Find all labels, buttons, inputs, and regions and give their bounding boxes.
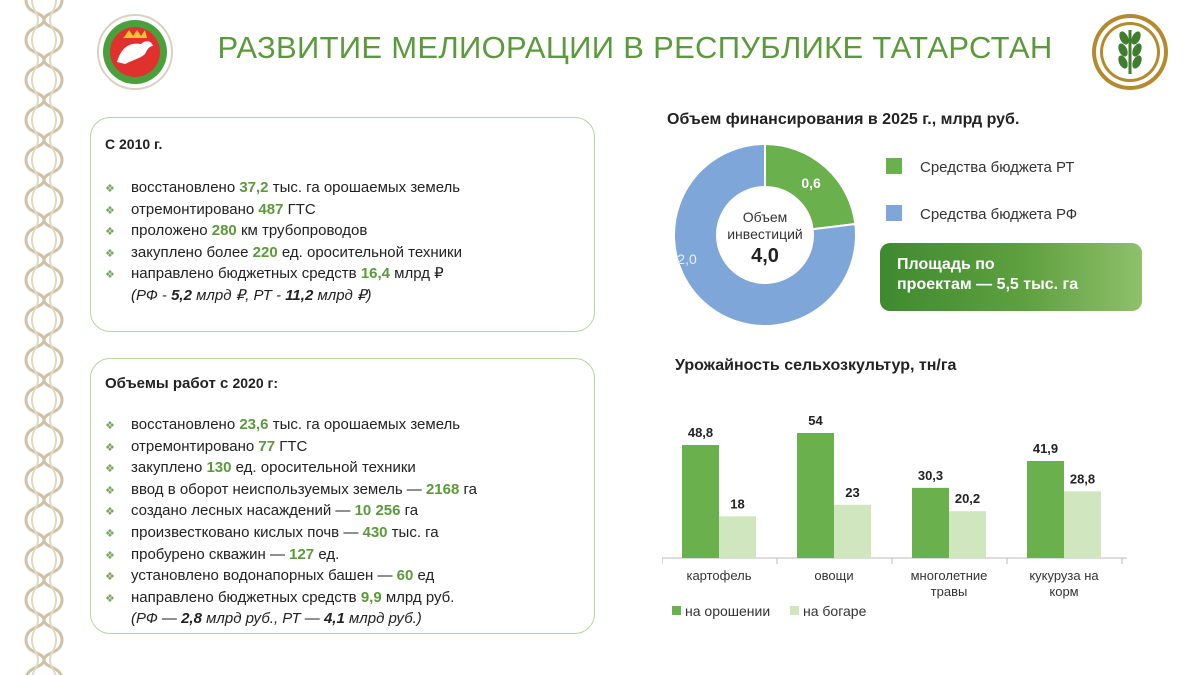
category-label: многолетние <box>910 568 988 583</box>
bar-value-label: 41,9 <box>1032 441 1059 457</box>
bullet-icon: ❖ <box>105 420 115 432</box>
donut-center-label: инвестиций <box>727 226 803 242</box>
item-text: создано лесных насаждений — <box>131 502 355 520</box>
note-text: (РФ - <box>131 286 172 304</box>
bullet-icon: ❖ <box>105 269 115 282</box>
bar <box>719 516 756 558</box>
card-heading <box>105 375 278 392</box>
item-value: 130 <box>206 459 232 477</box>
item-text: ед <box>413 567 435 585</box>
bar <box>797 433 834 558</box>
item-text: ввод в оборот неиспользуемых земель — <box>131 480 426 498</box>
bar-value-label: 30,3 <box>917 467 944 483</box>
area-line-1: Площадь по <box>897 256 995 273</box>
item-text: тыс. га орошаемых земель <box>268 416 461 433</box>
yield-chart-title: Урожайность сельхозкультур, тн/га <box>675 357 957 374</box>
item-value: 487 <box>258 200 284 218</box>
list-item <box>105 566 477 588</box>
item-text: произвестковано кислых почв — <box>131 523 363 541</box>
legend-swatch <box>790 606 799 615</box>
financing-donut-chart <box>670 140 860 330</box>
category-label: корм <box>1049 584 1079 599</box>
area-line-2: проектам — 5,5 тыс. га <box>897 276 1079 293</box>
card-heading: С 2010 г. <box>105 136 163 152</box>
legend-rt <box>886 158 1074 176</box>
legend-swatch <box>886 158 902 174</box>
legend-label: Средства бюджета РФ <box>920 206 1078 223</box>
note-text: млрд руб., РТ — <box>201 610 324 628</box>
item-text: закуплено <box>131 459 207 477</box>
item-text: проложено <box>131 222 212 240</box>
item-value: 77 <box>258 437 276 455</box>
yield-bar-chart <box>662 400 1142 620</box>
ornament-border <box>18 0 70 675</box>
bar-value-label: 23 <box>845 484 860 500</box>
category-label: травы <box>930 584 968 599</box>
list-item <box>105 178 462 200</box>
financing-title: Объем финансирования в 2025 г., млрд руб. <box>667 111 1020 128</box>
item-value: 37,2 <box>239 179 269 196</box>
bar-value-label: 18 <box>730 496 745 512</box>
legend-label: Средства бюджета РТ <box>920 159 1075 176</box>
note-value: 11,2 <box>285 286 314 304</box>
list-item <box>105 437 477 459</box>
item-text: км трубопроводов <box>236 222 368 240</box>
item-text: ед. оросительной техники <box>231 459 416 477</box>
item-text: тыс. га орошаемых земель <box>268 179 461 196</box>
list-item <box>105 501 477 523</box>
bullet-icon: ❖ <box>105 441 115 454</box>
since-2020-card <box>90 358 595 634</box>
heading-text: Объемы работ с <box>105 375 233 392</box>
since-2010-card <box>90 117 595 332</box>
budget-note <box>105 609 477 630</box>
list-item <box>105 415 477 437</box>
budget-note <box>105 286 462 307</box>
list-item <box>105 458 477 480</box>
item-text: направлено бюджетных средств <box>131 265 361 283</box>
bullet-icon: ❖ <box>105 484 115 497</box>
bar <box>1027 461 1064 558</box>
donut-center-value: 4,0 <box>751 245 779 267</box>
bullet-icon: ❖ <box>105 527 115 540</box>
item-value: 2168 <box>425 480 460 498</box>
bar-value-label: 20,2 <box>954 491 981 507</box>
bar <box>834 505 871 558</box>
ministry-wheat-logo <box>1090 12 1170 92</box>
list-item <box>105 480 477 502</box>
item-value: 10 256 <box>354 502 401 520</box>
note-text: млрд руб.) <box>344 610 422 628</box>
legend-swatch <box>672 606 681 615</box>
bullet-icon: ❖ <box>105 463 115 476</box>
page-title: РАЗВИТИЕ МЕЛИОРАЦИИ В РЕСПУБЛИКЕ ТАТАРСТАН <box>217 30 1053 65</box>
item-text: ед. оросительной техники <box>277 243 462 261</box>
item-value: 9,9 <box>360 588 382 606</box>
bullet-icon: ❖ <box>105 226 115 239</box>
item-text: восстановлено <box>131 179 240 196</box>
legend-rf <box>886 205 1077 223</box>
donut-slice-label: 2,0 <box>677 250 697 267</box>
bullet-icon: ❖ <box>105 549 115 562</box>
note-value: 4,1 <box>323 610 345 628</box>
bullet-icon: ❖ <box>105 592 115 605</box>
item-value: 16,4 <box>360 265 391 283</box>
note-text: (РФ — <box>131 610 182 628</box>
list-item <box>105 243 462 265</box>
donut-slice-label: 0,6 <box>801 174 821 191</box>
item-text: закуплено более <box>131 243 253 261</box>
bar <box>912 488 949 558</box>
legend-swatch <box>886 205 902 221</box>
category-label: кукуруза на <box>1029 568 1099 583</box>
donut-center-label: Объем <box>742 209 788 225</box>
category-label: картофель <box>686 568 752 583</box>
item-text: отремонтировано <box>131 437 259 455</box>
list-item <box>105 588 477 610</box>
item-value: 280 <box>211 222 237 240</box>
item-value: 220 <box>252 243 278 261</box>
item-text: отремонтировано <box>131 200 259 218</box>
list-item <box>105 221 462 243</box>
list-item <box>105 523 477 545</box>
list-item <box>105 200 462 222</box>
item-text: га <box>459 480 477 498</box>
bullet-icon: ❖ <box>105 204 115 217</box>
bar-value-label: 48,8 <box>687 425 714 441</box>
item-value: 60 <box>396 567 414 585</box>
project-area-badge <box>880 243 1142 311</box>
bullet-icon: ❖ <box>105 183 115 195</box>
item-text: ГТС <box>283 200 316 218</box>
note-value: 2,8 <box>181 610 202 628</box>
item-text: пробурено скважин — <box>131 545 290 563</box>
bullet-icon: ❖ <box>105 571 115 584</box>
list-item <box>105 545 477 567</box>
item-text: га <box>400 502 419 520</box>
note-text: млрд ₽) <box>313 286 372 304</box>
bar-legend-irrigated <box>672 603 770 619</box>
category-label: овощи <box>814 568 854 583</box>
item-text: восстановлено <box>131 416 240 433</box>
item-text: тыс. га <box>387 523 439 541</box>
list-item <box>105 264 462 286</box>
item-text: направлено бюджетных средств <box>131 588 361 606</box>
item-value: 430 <box>362 523 388 541</box>
item-value: 23,6 <box>239 416 269 433</box>
bar-value-label: 54 <box>808 413 823 428</box>
since-2010-list <box>105 178 462 307</box>
tatarstan-emblem-logo <box>95 12 175 92</box>
bullet-icon: ❖ <box>105 506 115 519</box>
since-2020-list <box>105 415 477 630</box>
legend-label: на орошении <box>685 603 771 619</box>
heading-year: 2020 г: <box>232 375 279 391</box>
bar <box>1064 491 1101 558</box>
legend-label: на богаре <box>803 603 867 619</box>
bullet-icon: ❖ <box>105 247 115 260</box>
bar-value-label: 28,8 <box>1069 471 1096 487</box>
item-value: 127 <box>289 545 315 563</box>
bar <box>682 445 719 558</box>
item-text: ед. <box>314 545 340 563</box>
item-text: млрд ₽ <box>390 265 444 283</box>
item-text: ГТС <box>275 437 308 455</box>
note-value: 5,2 <box>171 286 192 304</box>
note-text: млрд ₽, РТ - <box>191 286 286 304</box>
item-text: млрд руб. <box>381 588 455 606</box>
bar-legend-rainfed <box>790 603 866 619</box>
bar <box>949 511 986 558</box>
item-text: установлено водонапорных башен — <box>131 567 397 585</box>
